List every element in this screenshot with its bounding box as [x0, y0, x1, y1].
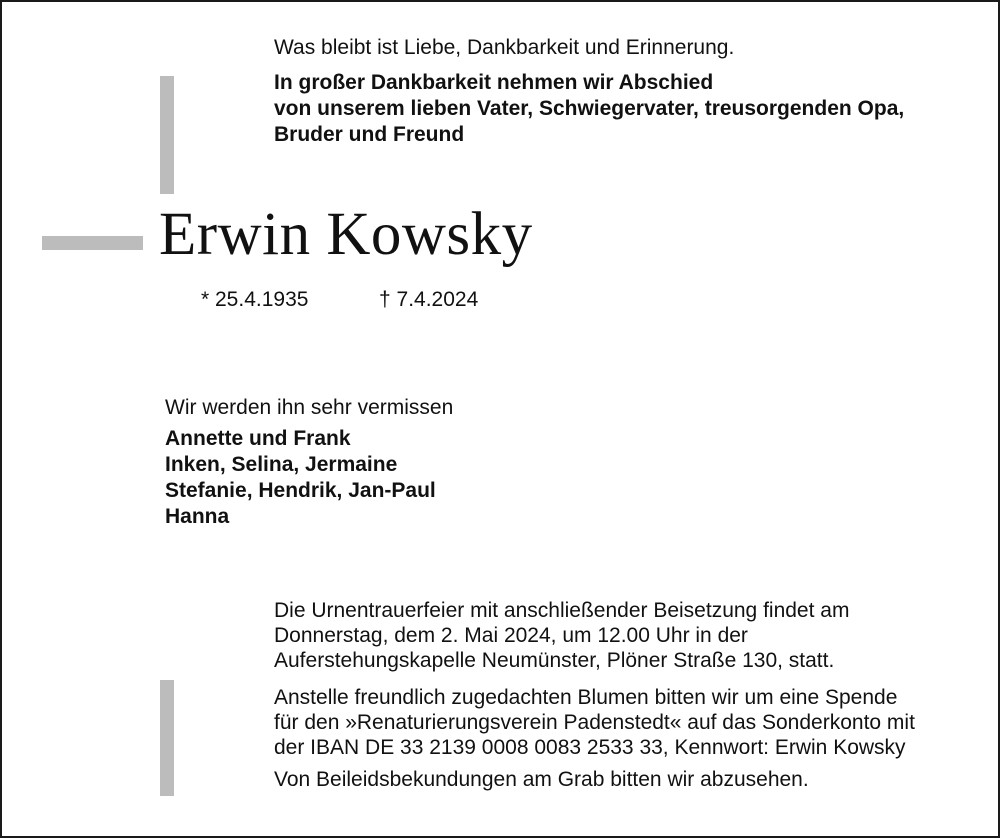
- birth-date: * 25.4.1935: [201, 288, 309, 311]
- family-line: Inken, Selina, Jermaine: [165, 453, 398, 476]
- cross-bar-lower: [160, 680, 174, 796]
- intro-line: von unserem lieben Vater, Schwiegervater, treusorgenden Opa,: [274, 97, 905, 120]
- donation-line: Anstelle freundlich zugedachten Blumen bitten wir um eine Spende: [274, 686, 898, 709]
- motto: Was bleibt ist Liebe, Dankbarkeit und Erinnerung.: [274, 36, 735, 59]
- closing-note: Von Beileidsbekundungen am Grab bitten wir abzusehen.: [274, 768, 809, 791]
- family-list: [165, 426, 436, 530]
- family-line: Hanna: [165, 505, 230, 528]
- service-line: Die Urnentrauerfeier mit anschließender Beisetzung findet am: [274, 599, 850, 622]
- donation-line: der IBAN DE 33 2139 0008 0083 2533 33, Kennwort: Erwin Kowsky: [274, 736, 906, 759]
- intro-text: [274, 70, 904, 148]
- family-line: Annette und Frank: [165, 427, 351, 450]
- donation-line: für den »Renaturierungsverein Padenstedt« auf das Sonderkonto mit: [274, 711, 915, 734]
- cross-bar-horizontal: [42, 236, 143, 250]
- intro-line: Bruder und Freund: [274, 123, 465, 146]
- death-date: † 7.4.2024: [379, 288, 479, 311]
- service-line: Donnerstag, dem 2. Mai 2024, um 12.00 Uhr in der: [274, 624, 748, 647]
- service-info: [274, 598, 849, 673]
- deceased-name: Erwin Kowsky: [159, 201, 533, 268]
- intro-line: In großer Dankbarkeit nehmen wir Abschied: [274, 71, 714, 94]
- donation-info: [274, 685, 915, 760]
- service-line: Auferstehungskapelle Neumünster, Plöner Straße 130, statt.: [274, 649, 835, 672]
- family-line: Stefanie, Hendrik, Jan-Paul: [165, 479, 436, 502]
- miss-text: Wir werden ihn sehr vermissen: [165, 396, 454, 419]
- cross-bar-upper: [160, 76, 174, 194]
